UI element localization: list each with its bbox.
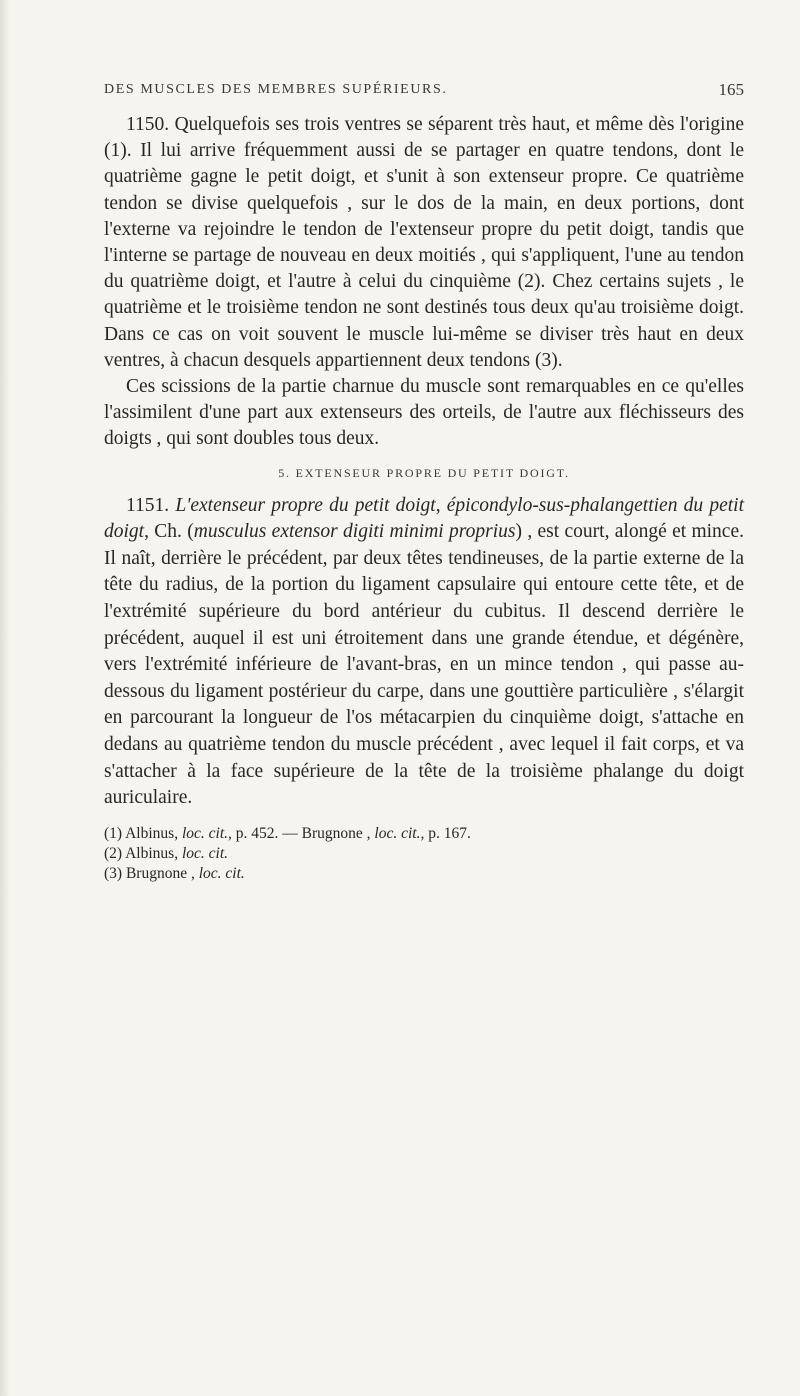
footnote-mark: (2) bbox=[104, 844, 123, 862]
footnote-2 bbox=[104, 844, 744, 864]
paragraph-number: 1151. bbox=[126, 494, 170, 516]
paragraph-1151 bbox=[104, 493, 744, 812]
section-heading: 5. EXTENSEUR PROPRE DU PETIT DOIGT. bbox=[278, 465, 570, 480]
page-edge-shadow bbox=[0, 0, 10, 1396]
footnotes bbox=[104, 824, 744, 884]
paragraph-text: ) , est court, alongé et mince. Il naît, derrière le précédent, par deux têtes tendineuses, de la partie externe de la tête du radius, de la portion du ligament capsulaire qui entoure cette tête, et de l'extrémité supérieure du bord antérieur du cubitus. Il descend derrière le précédent, auquel il est uni étroitement dans une grande étendue, et dégénère, vers l'extrémité inférieure de l'avant-bras, en un mince tendon , qui passe au-dessous du ligament postérieur du carpe, dans une gouttière particulière , s'élargit en parcourant la longueur de l'os métacarpien du cinquième doigt, s'attache en dedans au quatrième tendon du muscle précédent , avec lequel il fait corps, et va s'attacher à la face supérieure de la tête de la troisième phalange du doigt auriculaire. bbox=[104, 521, 744, 809]
footnote-ref: loc. cit. bbox=[198, 864, 245, 882]
running-head-title: DES MUSCLES DES MEMBRES SUPÉRIEURS. bbox=[104, 82, 448, 97]
footnote-mark: (3) bbox=[104, 864, 123, 882]
footnote-mark: (1) bbox=[104, 824, 123, 842]
footnote-author: Brugnone , bbox=[125, 864, 195, 882]
footnote-author: Albinus, bbox=[125, 844, 179, 862]
latin-term: musculus extensor digiti minimi proprius bbox=[193, 521, 516, 543]
punctuation: , bbox=[435, 494, 447, 516]
paragraph-note: Ces scissions de la partie charnue du muscle sont remarquables en ce qu'elles l'assimilent d'une part aux extenseurs des orteils, de l'autre aux fléchisseurs des doigts , qui sont doubles tous deux. bbox=[104, 376, 744, 450]
footnote-author: Brugnone , bbox=[301, 824, 371, 842]
footnote-ref: loc. cit., bbox=[181, 824, 232, 842]
footnote-ref: loc. cit., bbox=[374, 824, 425, 842]
chaussier-term: épicondylo-sus-phalangettien du petit doigt bbox=[104, 494, 744, 543]
paragraph-1150: 1150. Quelquefois ses trois ventres se séparent très haut, et même dès l'origine (1). Il lui arrive fréquemment aussi de se partager en quatre tendons, dont le quatrième gagne le petit doigt, et s'unit à son extenseur propre. Ce quatrième tendon se divise quelquefois , sur le dos de la main, en deux portions, dont l'externe va rejoindre le tendon de l'extenseur propre du petit doigt, tandis que l'interne se partage de nouveau en deux moitiés , qui s'appliquent, l'une au tendon du quatrième doigt, et l'autre à celui du cinquième (2). Chez certains sujets , le quatrième et le troisième tendon ne sont destinés tous deux qu'au troisième doigt. Dans ce cas on voit souvent le muscle lui-même se diviser très haut en deux ventres, à chacun desquels appartiennent deux tendons (3). bbox=[104, 114, 744, 371]
footnote-3 bbox=[104, 864, 744, 884]
footnote-page: p. 167. bbox=[428, 824, 471, 842]
punctuation: , Ch. ( bbox=[144, 521, 194, 543]
muscle-term: L'extenseur propre du petit doigt bbox=[175, 494, 436, 516]
page-body bbox=[104, 112, 744, 884]
footnote-ref: loc. cit. bbox=[181, 844, 229, 862]
footnote-1 bbox=[104, 824, 744, 844]
footnote-author: Albinus, bbox=[125, 824, 179, 842]
page-number: 165 bbox=[718, 80, 744, 99]
footnote-page: p. 452. — bbox=[235, 824, 298, 842]
